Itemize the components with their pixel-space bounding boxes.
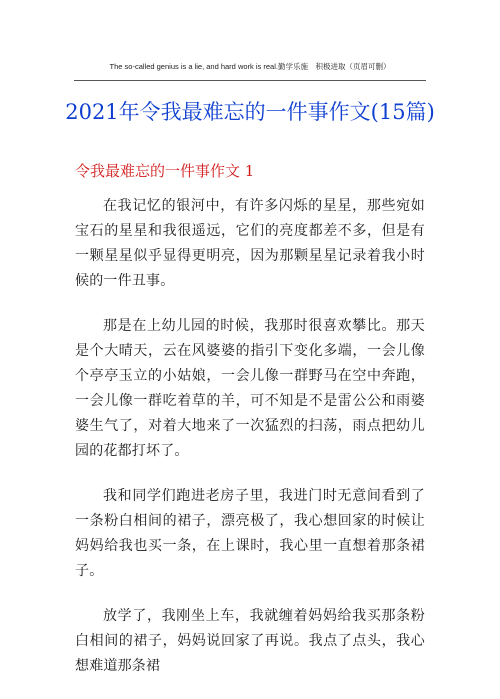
paragraph-2: 那是在上幼儿园的时候，我那时很喜欢攀比。那天是个大晴天，云在风婆婆的指引下变化多端，一会儿像个亭亭玉立的小姑娘，一会儿像一群野马在空中奔跑，一会儿像一群吃着草的羊，可不知是不是雷公公和雨婆婆生气了，对着大地来了一次猛烈的扫荡，雨点把幼儿园的花都打坏了。 xyxy=(75,318,425,459)
header-divider xyxy=(74,80,426,81)
header-motto-english: The so-called genius is a lie, and hard work is real. xyxy=(109,62,278,71)
page-header xyxy=(0,61,500,73)
header-motto-chinese: 勤学乐施 积极进取（页眉可删） xyxy=(277,62,391,71)
essay-body xyxy=(75,194,425,699)
paragraph-3: 我和同学们跑进老房子里，我进门时无意间看到了一条粉白相间的裙子，漂亮极了，我心想回家的时候让妈妈给我也买一条，在上课时，我心里一直想着那条裙子。 xyxy=(75,488,425,579)
section-heading: 令我最难忘的一件事作文 1 xyxy=(75,162,255,180)
paragraph-4: 放学了，我刚坐上车，我就缠着妈妈给我买那条粉白相间的裙子，妈妈说回家了再说。我点了点头，我心想难道那条裙 xyxy=(75,608,425,674)
document-title: 2021年令我最难忘的一件事作文(15篇) xyxy=(65,100,435,124)
paragraph-1: 在我记忆的银河中，有许多闪烁的星星，那些宛如宝石的星星和我很遥远，它们的亮度都差不多，但是有一颗星星似乎显得更明亮，因为那颗星星记录着我小时候的一件丑事。 xyxy=(75,198,425,289)
